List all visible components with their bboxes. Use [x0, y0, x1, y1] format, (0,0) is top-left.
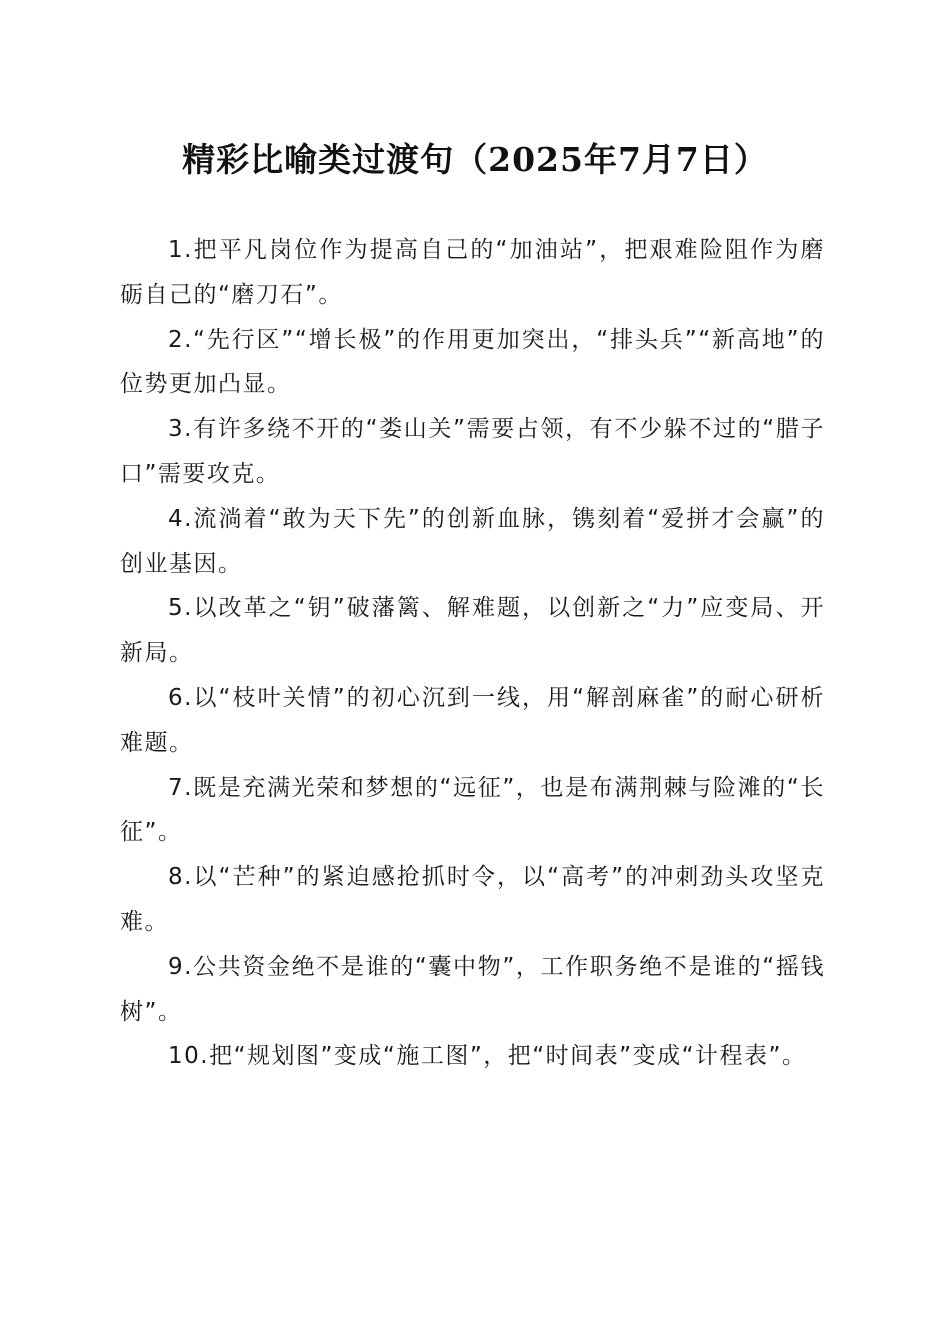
- document-body: [120, 228, 825, 1079]
- paragraph-4: 4.流淌着“敢为天下先”的创新血脉，镌刻着“爱拼才会赢”的创业基因。: [120, 505, 825, 577]
- paragraph-8: 8.以“芒种”的紧迫感抢抓时令，以“高考”的冲刺劲头攻坚克难。: [120, 864, 825, 935]
- paragraph-6: 6.以“枝叶关情”的初心沉到一线，用“解剖麻雀”的耐心研析难题。: [120, 684, 825, 756]
- paragraph-10: 10.把“规划图”变成“施工图”，把“时间表”变成“计程表”。: [168, 1043, 807, 1070]
- paragraph-5: 5.以改革之“钥”破藩篱、解难题，以创新之“力”应变局、开新局。: [120, 595, 825, 667]
- paragraph-9: 9.公共资金绝不是谁的“囊中物”，工作职务绝不是谁的“摇钱树”。: [120, 953, 825, 1025]
- paragraph-1: 1.把平凡岗位作为提高自己的“加油站”，把艰难险阻作为磨砺自己的“磨刀石”。: [120, 237, 825, 308]
- paragraph-7: 7.既是充满光荣和梦想的“远征”，也是布满荆棘与险滩的“长征”。: [120, 774, 825, 846]
- paragraph-2: 2.“先行区”“增长极”的作用更加突出，“排头兵”“新高地”的位势更加凸显。: [120, 326, 825, 398]
- paragraph-3: 3.有许多绕不开的“娄山关”需要占领，有不少躲不过的“腊子口”需要攻克。: [120, 416, 825, 487]
- document-title: 精彩比喻类过渡句（2025年7月7日）: [182, 140, 768, 179]
